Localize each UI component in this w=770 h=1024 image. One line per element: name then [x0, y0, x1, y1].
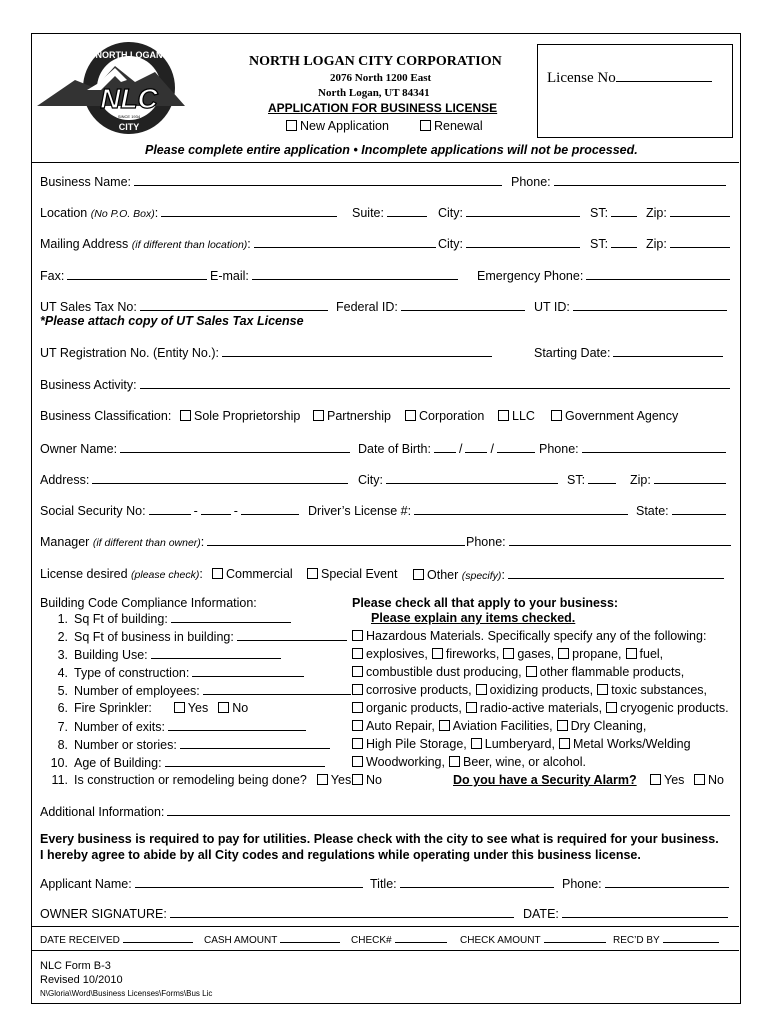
- hazard-line: [352, 737, 695, 751]
- no-label: No: [232, 701, 249, 715]
- yes-label: Yes: [187, 701, 209, 715]
- location-zip-field[interactable]: Zip:: [646, 205, 733, 220]
- building-item[interactable]: [42, 701, 248, 715]
- building-item[interactable]: [42, 773, 351, 787]
- cash-amount-field[interactable]: CASH AMOUNT: [204, 933, 343, 946]
- hazard-option-label: Auto Repair,: [366, 719, 435, 733]
- checkbox[interactable]: [352, 684, 363, 695]
- checkbox[interactable]: [694, 774, 705, 785]
- mailing-st-field[interactable]: ST:: [590, 236, 640, 251]
- revised-date: Revised 10/2010: [40, 974, 123, 986]
- hazard-option-label: Aviation Facilities,: [452, 719, 553, 733]
- checkbox[interactable]: [466, 702, 477, 713]
- input-line[interactable]: [168, 719, 306, 731]
- checkbox[interactable]: [352, 648, 363, 659]
- input-line[interactable]: [151, 647, 281, 659]
- location-city-field[interactable]: City:: [438, 205, 583, 220]
- manager-phone-field[interactable]: Phone:: [466, 534, 734, 549]
- address-line1: 2076 North 1200 East: [330, 72, 432, 84]
- class-partnership-option[interactable]: Partnership: [313, 409, 391, 423]
- building-item[interactable]: [42, 611, 294, 626]
- renewal-option[interactable]: Renewal: [420, 119, 483, 133]
- checkbox[interactable]: [557, 720, 568, 731]
- item-number: 5.: [57, 684, 68, 698]
- item-label: Number or stories:: [74, 738, 177, 752]
- fax-field[interactable]: Fax:: [40, 268, 210, 283]
- notice: Please complete entire application • Incomplete applications will not be processed.: [145, 143, 638, 157]
- hazard-option-label: radio-active materials,: [479, 701, 603, 715]
- item-label: Number of exits:: [74, 720, 166, 734]
- class-sole-option[interactable]: Sole Proprietorship: [180, 409, 300, 423]
- item-label: Sq Ft of business in building:: [74, 630, 234, 644]
- new-application-option[interactable]: New Application: [286, 119, 389, 133]
- item-label: Sq Ft of building:: [74, 612, 168, 626]
- input-line[interactable]: [237, 629, 347, 641]
- attach-note: *Please attach copy of UT Sales Tax License: [40, 314, 304, 328]
- starting-date-field[interactable]: Starting Date:: [534, 345, 726, 360]
- business-name-field[interactable]: Business Name:: [40, 174, 505, 189]
- hazard-line: [352, 701, 733, 715]
- ut-registration-field[interactable]: UT Registration No. (Entity No.):: [40, 345, 495, 360]
- dl-state-field[interactable]: State:: [636, 503, 729, 518]
- building-item[interactable]: [42, 737, 333, 752]
- received-by-field[interactable]: REC’D BY: [613, 933, 722, 946]
- building-item[interactable]: [42, 755, 328, 770]
- hazard-option-label: combustible dust producing,: [366, 665, 522, 679]
- checkbox[interactable]: [498, 410, 509, 421]
- location-st-field[interactable]: ST:: [590, 205, 640, 220]
- additional-info-field[interactable]: Additional Information:: [40, 804, 733, 819]
- building-item[interactable]: [42, 683, 354, 698]
- checkbox[interactable]: [405, 410, 416, 421]
- license-desired: License desired (please check):: [40, 567, 203, 581]
- address-line2: North Logan, UT 84341: [318, 87, 430, 99]
- item-number: 6.: [57, 701, 68, 715]
- checkbox[interactable]: [503, 648, 514, 659]
- input-line[interactable]: [165, 755, 325, 767]
- checkbox[interactable]: [597, 684, 608, 695]
- hazard-option-label: toxic substances,: [611, 683, 708, 697]
- logo-mid-text: NLC: [100, 83, 158, 114]
- yes-label: Yes: [330, 773, 352, 787]
- item-label: Age of Building:: [74, 756, 162, 770]
- checkbox[interactable]: [307, 568, 318, 579]
- owner-signature-field[interactable]: OWNER SIGNATURE:: [40, 906, 517, 921]
- checkbox[interactable]: [352, 774, 363, 785]
- item-number: 11.: [51, 773, 68, 787]
- hazard-line: [352, 755, 590, 769]
- license-commercial-option[interactable]: Commercial: [212, 567, 293, 581]
- checkbox[interactable]: [352, 756, 363, 767]
- dob-field[interactable]: Date of Birth: / /: [358, 441, 538, 456]
- hazard-option-label: gases,: [517, 647, 555, 661]
- item-number: 2.: [57, 630, 68, 644]
- building-title: Building Code Compliance Information:: [40, 596, 257, 610]
- form-number: NLC Form B-3: [40, 960, 111, 972]
- building-item[interactable]: [42, 665, 307, 680]
- city-logo: [35, 38, 185, 138]
- checkbox[interactable]: [352, 630, 363, 641]
- license-other-option[interactable]: Other (specify):: [413, 567, 727, 582]
- mailing-zip-field[interactable]: Zip:: [646, 236, 733, 251]
- hazard-option-label: oxidizing products,: [489, 683, 594, 697]
- mailing-city-field[interactable]: City:: [438, 236, 583, 251]
- input-line[interactable]: [203, 683, 351, 695]
- checkbox[interactable]: [559, 738, 570, 749]
- item-number: 4.: [57, 666, 68, 680]
- item-label: Building Use:: [74, 648, 148, 662]
- hazard-line: [352, 665, 688, 679]
- agreement-notice: I hereby agree to abide by all City codes and regulations while operating under this business license.: [40, 848, 641, 862]
- item-number: 7.: [57, 720, 68, 734]
- hazard-option-label: corrosive products,: [366, 683, 472, 697]
- input-line[interactable]: [192, 665, 304, 677]
- check-amount-field[interactable]: CHECK AMOUNT: [460, 933, 609, 946]
- license-special-event-option[interactable]: Special Event: [307, 567, 397, 581]
- suite-field[interactable]: Suite:: [352, 205, 430, 220]
- item-number: 1.: [57, 612, 68, 626]
- mailing-address-field[interactable]: Mailing Address (if different than location):: [40, 236, 439, 251]
- owner-city-field[interactable]: City:: [358, 472, 561, 487]
- location-field[interactable]: Location (No P.O. Box):: [40, 205, 340, 220]
- checkbox[interactable]: [352, 720, 363, 731]
- business-phone-field[interactable]: Phone:: [511, 174, 729, 189]
- office-divider: [31, 926, 739, 927]
- checkbox[interactable]: [471, 738, 482, 749]
- checkbox[interactable]: [626, 648, 637, 659]
- hazard-line: [352, 647, 667, 661]
- item-number: 3.: [57, 648, 68, 662]
- file-path: N\Gloria\Word\Business Licenses\Forms\Bus Lic: [40, 989, 213, 998]
- applicant-phone-field[interactable]: Phone:: [562, 876, 732, 891]
- hazard-option-label: Dry Cleaning,: [570, 719, 647, 733]
- hazards-title: Please check all that apply to your business:: [352, 596, 619, 610]
- hazardous-materials-option[interactable]: Hazardous Materials. Specifically specify any of the following:: [352, 629, 706, 643]
- drivers-license-field[interactable]: Driver’s License #:: [308, 503, 631, 518]
- checkbox[interactable]: [558, 648, 569, 659]
- building-item[interactable]: [42, 647, 284, 662]
- checkbox[interactable]: [174, 702, 185, 713]
- owner-name-field[interactable]: Owner Name:: [40, 441, 353, 456]
- checkbox[interactable]: [432, 648, 443, 659]
- hazard-option-label: organic products,: [366, 701, 462, 715]
- check-number-field[interactable]: CHECK#: [351, 933, 450, 946]
- hazard-option-label: propane,: [572, 647, 622, 661]
- checkbox[interactable]: [352, 702, 363, 713]
- owner-zip-field[interactable]: Zip:: [630, 472, 729, 487]
- logo-top-text: NORTH LOGAN: [95, 50, 163, 60]
- owner-address-field[interactable]: Address:: [40, 472, 351, 487]
- email-field[interactable]: E-mail:: [210, 268, 461, 283]
- ssn-field[interactable]: Social Security No: - -: [40, 503, 302, 518]
- item-label: Is construction or remodeling being done?: [74, 773, 307, 787]
- manager-field[interactable]: Manager (if different than owner):: [40, 534, 468, 549]
- license-no-box: [537, 44, 733, 138]
- checkbox[interactable]: [313, 410, 324, 421]
- date-received-field[interactable]: DATE RECEIVED: [40, 933, 196, 946]
- new-application-checkbox[interactable]: [286, 120, 297, 131]
- checkbox[interactable]: [650, 774, 661, 785]
- emergency-phone-field[interactable]: Emergency Phone:: [477, 268, 733, 283]
- checkbox[interactable]: [413, 569, 424, 580]
- item-label: Number of employees:: [74, 684, 200, 698]
- logo-bottom-text: CITY: [118, 122, 140, 132]
- checkbox[interactable]: [317, 774, 328, 785]
- business-classification: Business Classification:: [40, 409, 172, 423]
- checkbox[interactable]: [180, 410, 191, 421]
- alarm-yes-option[interactable]: Yes: [650, 773, 684, 787]
- utilities-notice: Every business is required to pay for utilities. Please check with the city to see what is required for your business.: [40, 832, 719, 846]
- applicant-title-field[interactable]: Title:: [370, 876, 557, 891]
- construction-no-option[interactable]: No: [352, 773, 382, 787]
- checkbox[interactable]: [526, 666, 537, 677]
- hazard-option-label: cryogenic products.: [620, 701, 729, 715]
- hazard-option-label: other flammable products,: [539, 665, 685, 679]
- applicant-name-field[interactable]: Applicant Name:: [40, 876, 366, 891]
- checkbox[interactable]: [218, 702, 229, 713]
- hazard-line: [352, 719, 650, 733]
- item-label: Fire Sprinkler:: [74, 701, 152, 715]
- checkbox[interactable]: [212, 568, 223, 579]
- hazard-line: [352, 683, 711, 697]
- checkbox[interactable]: [551, 410, 562, 421]
- business-activity-field[interactable]: Business Activity:: [40, 377, 733, 392]
- alarm-no-option[interactable]: No: [694, 773, 724, 787]
- security-alarm-question: Do you have a Security Alarm?: [453, 773, 637, 787]
- form-title: APPLICATION FOR BUSINESS LICENSE: [268, 101, 498, 115]
- checkbox[interactable]: [449, 756, 460, 767]
- license-no-field[interactable]: License No: [547, 70, 715, 87]
- hazard-option-label: Beer, wine, or alcohol.: [462, 755, 586, 769]
- input-line[interactable]: [171, 611, 291, 623]
- office-bottom-divider: [31, 950, 739, 951]
- class-llc-option[interactable]: LLC: [498, 409, 535, 423]
- sales-tax-field[interactable]: UT Sales Tax No:: [40, 299, 331, 314]
- logo-since-text: SINCE 1934: [117, 114, 141, 119]
- input-line[interactable]: [180, 737, 330, 749]
- checkbox[interactable]: [606, 702, 617, 713]
- hazards-subtitle: Please explain any items checked.: [371, 611, 576, 625]
- federal-id-field[interactable]: Federal ID:: [336, 299, 528, 314]
- owner-phone-field[interactable]: Phone:: [539, 441, 729, 456]
- item-label: Type of construction:: [74, 666, 190, 680]
- class-government-option[interactable]: Government Agency: [551, 409, 678, 423]
- hazard-option-label: Metal Works/Welding: [572, 737, 691, 751]
- checkbox[interactable]: [439, 720, 450, 731]
- class-corporation-option[interactable]: Corporation: [405, 409, 484, 423]
- header-divider: [31, 162, 739, 163]
- checkbox[interactable]: [476, 684, 487, 695]
- renewal-checkbox[interactable]: [420, 120, 431, 131]
- checkbox[interactable]: [352, 738, 363, 749]
- signature-date-field[interactable]: DATE:: [523, 906, 731, 921]
- building-item[interactable]: [42, 719, 309, 734]
- item-number: 10.: [50, 756, 68, 770]
- hazard-option-label: Lumberyard,: [484, 737, 555, 751]
- checkbox[interactable]: [352, 666, 363, 677]
- hazard-option-label: fireworks,: [445, 647, 500, 661]
- ut-id-field[interactable]: UT ID:: [534, 299, 730, 314]
- hazard-option-label: explosives,: [366, 647, 428, 661]
- hazard-option-label: High Pile Storage,: [366, 737, 467, 751]
- hazard-option-label: Woodworking,: [366, 755, 445, 769]
- building-item[interactable]: [42, 629, 350, 644]
- owner-st-field[interactable]: ST:: [567, 472, 619, 487]
- hazard-option-label: fuel,: [639, 647, 664, 661]
- org-name: NORTH LOGAN CITY CORPORATION: [249, 54, 502, 69]
- item-number: 8.: [57, 738, 68, 752]
